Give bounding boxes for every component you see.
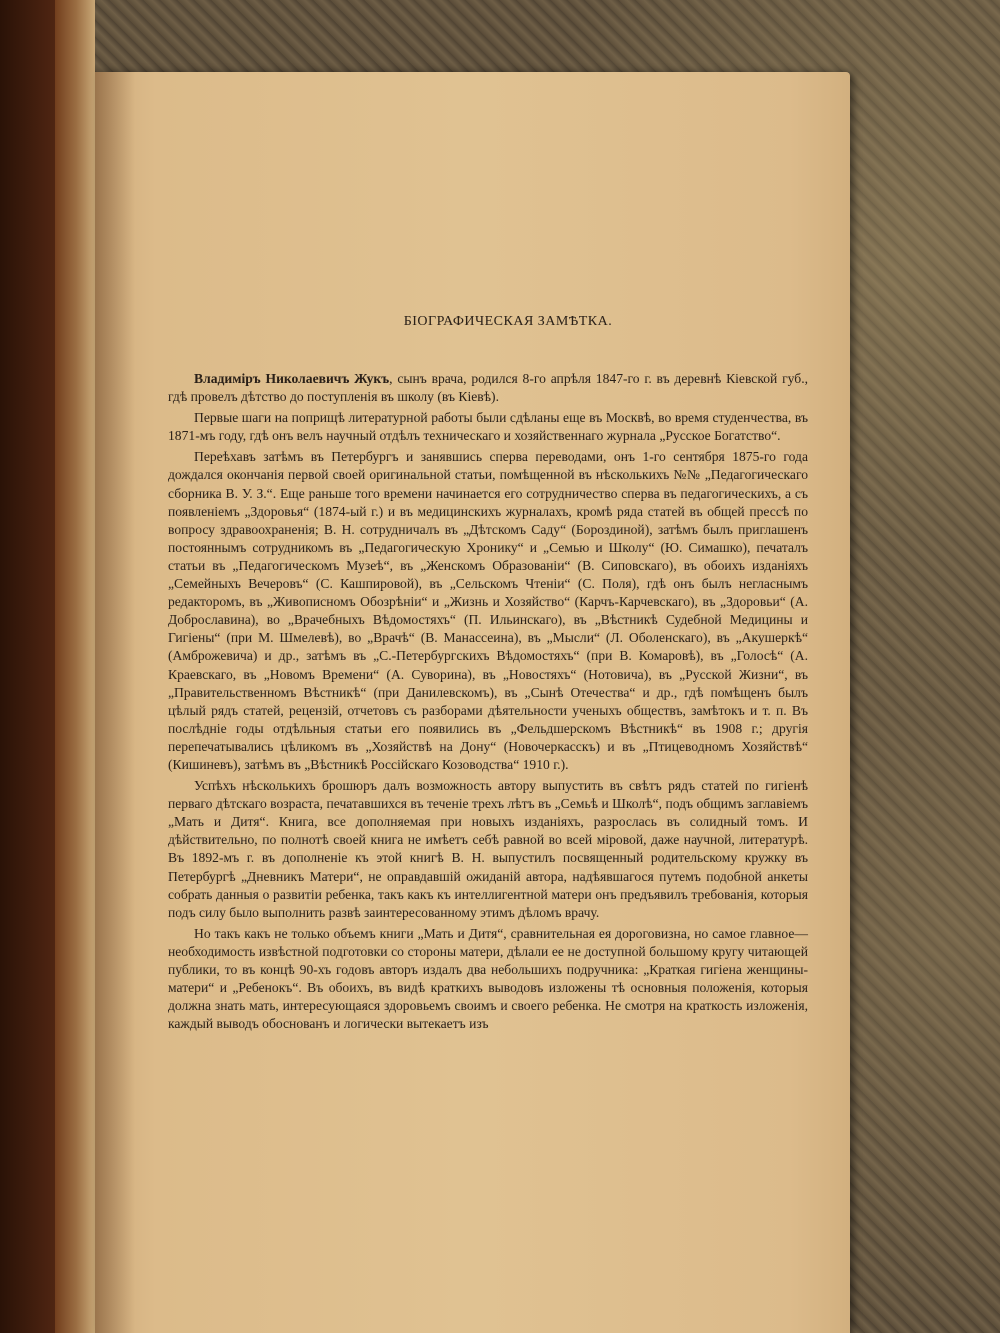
paragraph-5: Но такъ какъ не только объемъ книги „Мать и Дитя“, сравнительная ея дороговизна, но самое главное—необходимость извѣстной подготовки со стороны матери, дѣлали ее не доступной большому кругу читающей публики, то въ концѣ 90-хъ годовъ авторъ издалъ два небольшихъ подручника: „Краткая гигіена женщины-матери“ и „Ребенокъ“. Въ обоихъ, въ видѣ краткихъ выводовъ изложены тѣ основныя положенія, которыя должна знать мать, интересующаяся здоровьемъ своимъ и своего ребенка. Не смотря на краткость изложенія, каждый выводъ обоснованъ и логически вытекаетъ изъ: [168, 925, 808, 1032]
page-gutter-shadow: [95, 72, 135, 1333]
book-cover-edge: [0, 0, 55, 1333]
paragraph-1-text: , сынъ врача, родился 8-го апрѣля 1847-го г. въ деревнѣ Кіевской губ., гдѣ провелъ дѣтство до поступленія въ школу (въ Кіевѣ).: [168, 371, 808, 405]
paragraph-2: Первые шаги на поприщѣ литературной работы были сдѣланы еще въ Москвѣ, во время студенчества, въ 1871-мъ году, гдѣ онъ велъ научный отдѣлъ техническаго и хозяйственнаго журнала „Русское Богатство“.: [168, 410, 808, 444]
paragraph-4: Успѣхъ нѣсколькихъ брошюръ далъ возможность автору выпустить въ свѣтъ рядъ статей по гигіенѣ перваго дѣтскаго возраста, печатавшихся въ теченіе трехъ лѣтъ въ „Семьѣ и Школѣ“, подъ общимъ заглавіемъ „Мать и Дитя“. Книга, все дополняемая при новыхъ изданіяхъ, разрослась въ солидный томъ. И дѣйствительно, по полнотѣ своей книга не имѣетъ себѣ равной во всей міровой, даже научной, литературѣ. Въ 1892-мъ г. въ дополненіе къ этой книгѣ В. Н. выпустилъ посвященный родительскому кружку въ Петербургѣ „Дневникъ Матери“, не оправдавшій ожиданій автора, надѣявшагося путемъ подобной анкеты собрать данныя о развитіи ребенка, такъ какъ къ интеллигентной матери онъ предъявилъ требованія, которыя подъ силу было выполнить развѣ заинтересованному этимъ дѣломъ врачу.: [168, 778, 808, 920]
author-name: Владиміръ Николаевичъ Жукъ: [194, 371, 390, 386]
page-text: [168, 314, 808, 1036]
paragraph-3: Переѣхавъ затѣмъ въ Петербургъ и занявшись сперва переводами, онъ 1-го сентября 1875-го года дождался окончанія первой своей оригинальной статьи, помѣщенной въ нѣсколькихъ №№ „Педагогическаго сборника В. У. З.“. Еще раньше того времени начинается его сотрудничество сперва въ педагогическихъ, а съ появленіемъ „Здоровья“ (1874-ый г.) и въ медицинскихъ журналахъ, кромѣ ряда статей въ общей прессѣ по вопросу здравоохраненія; В. Н. сотрудничалъ въ „Дѣтскомъ Саду“ (Бороздиной), затѣмъ былъ приглашенъ постояннымъ сотрудникомъ въ „Педагогическую Хронику“ и „Семью и Школу“ (Ю. Симашко), печаталъ статьи въ „Педагогическомъ Музеѣ“, въ „Женскомъ Образованіи“ (В. Сиповскаго), въ обоихъ изданіяхъ „Семейныхъ Вечеровъ“ (С. Кашпировой), въ „Сельскомъ Чтеніи“ (С. Поля), гдѣ онъ былъ негласнымъ редакторомъ, въ „Живописномъ Обозрѣніи“ и „Жизнь и Хозяйство“ (Карчъ-Карчевскаго), въ „Здоровьи“ (А. Доброславина), во „Врачебныхъ Вѣдомостяхъ“ (П. Ильинскаго), въ „Вѣстникѣ Судебной Медицины и Гигіены“ (при М. Шмелевѣ), во „Врачѣ“ (В. Манассеина), въ „Мысли“ (Л. Оболенскаго), въ „Акушеркѣ“ (Амброжевича) и др., затѣмъ въ „С.-Петербургскихъ Вѣдомостяхъ“ (при В. Комаровѣ), въ „Голосѣ“ (А. Краевскаго, въ „Новомъ Времени“ (А. Суворина), въ „Новостяхъ“ (Нотовича), въ „Русской Жизни“, въ „Правительственномъ Вѣстникѣ“ (при Данилевскомъ), въ „Сынѣ Отечества“ и др., гдѣ помѣщенъ былъ цѣлый рядъ статей, рецензій, отчетовъ съ разборами дѣятельности ученыхъ обществъ, замѣтокъ и т. п. Въ послѣдніе годы отдѣльныя статьи его появились въ „Фельдшерскомъ Вѣстникѣ“ въ 1908 г.; другія перепечатывались цѣликомъ въ „Хозяйствѣ на Дону“ (Новочеркасскъ) и въ „Птицеводномъ Хозяйствѣ“ (Кишиневъ), затѣмъ въ „Вѣстникѣ Россійскаго Козоводства“ 1910 г.).: [168, 449, 808, 772]
page-title: БІОГРАФИЧЕСКАЯ ЗАМѢТКА.: [403, 314, 613, 329]
paragraph-1: [168, 370, 808, 406]
